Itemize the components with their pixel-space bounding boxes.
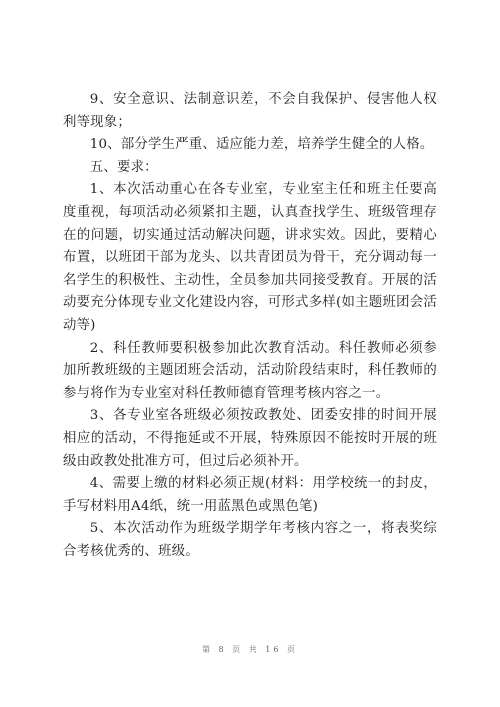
- paragraph-requirement-2: 2、科任教师要积极参加此次教育活动。科任教师必须参加所教班级的主题团班会活动，活动阶段结束时，科任教师的参与将作为专业室对科任教师德育管理考核内容之一。: [63, 340, 437, 401]
- paragraph-requirement-4: 4、需要上缴的材料必须正规(材料：用学校统一的封皮，手写材料用A4纸，统一用蓝黑色或黑色笔): [63, 476, 437, 514]
- section-heading-requirements: 五、要求：: [89, 159, 158, 175]
- paragraph-requirement-1: 1、本次活动重心在各专业室，专业室主任和班主任要高度重视，每项活动必须紧扣主题，认真查找学生、班级管理存在的问题，切实通过活动解决问题，讲求实效。因此，要精心布置，以班团干部为龙头、以共青团员为骨干，充分调动每一名学生的积极性、主动性，全员参加共同接受教育。开展的活动要充分体现专业文化建设内容，可形式多样(如主题班团会活动等): [63, 182, 437, 333]
- paragraph-item-9: 9、安全意识、法制意识差，不会自我保护、侵害他人权利等现象；: [63, 92, 437, 130]
- paragraph-requirement-5: 5、本次活动作为班级学期学年考核内容之一，将表奖综合考核优秀的、班级。: [63, 521, 437, 559]
- paragraph-item-10: 10、部分学生严重、适应能力差，培养学生健全的人格。: [89, 137, 434, 153]
- document-body: [63, 89, 437, 563]
- paragraph-requirement-3: 3、各专业室各班级必须按政教处、团委安排的时间开展相应的活动，不得拖延或不开展，特殊原因不能按时开展的班级由政教处批准方可，但过后必须补开。: [63, 408, 437, 469]
- page-number-footer: 第 8 页 共 16 页: [202, 645, 298, 654]
